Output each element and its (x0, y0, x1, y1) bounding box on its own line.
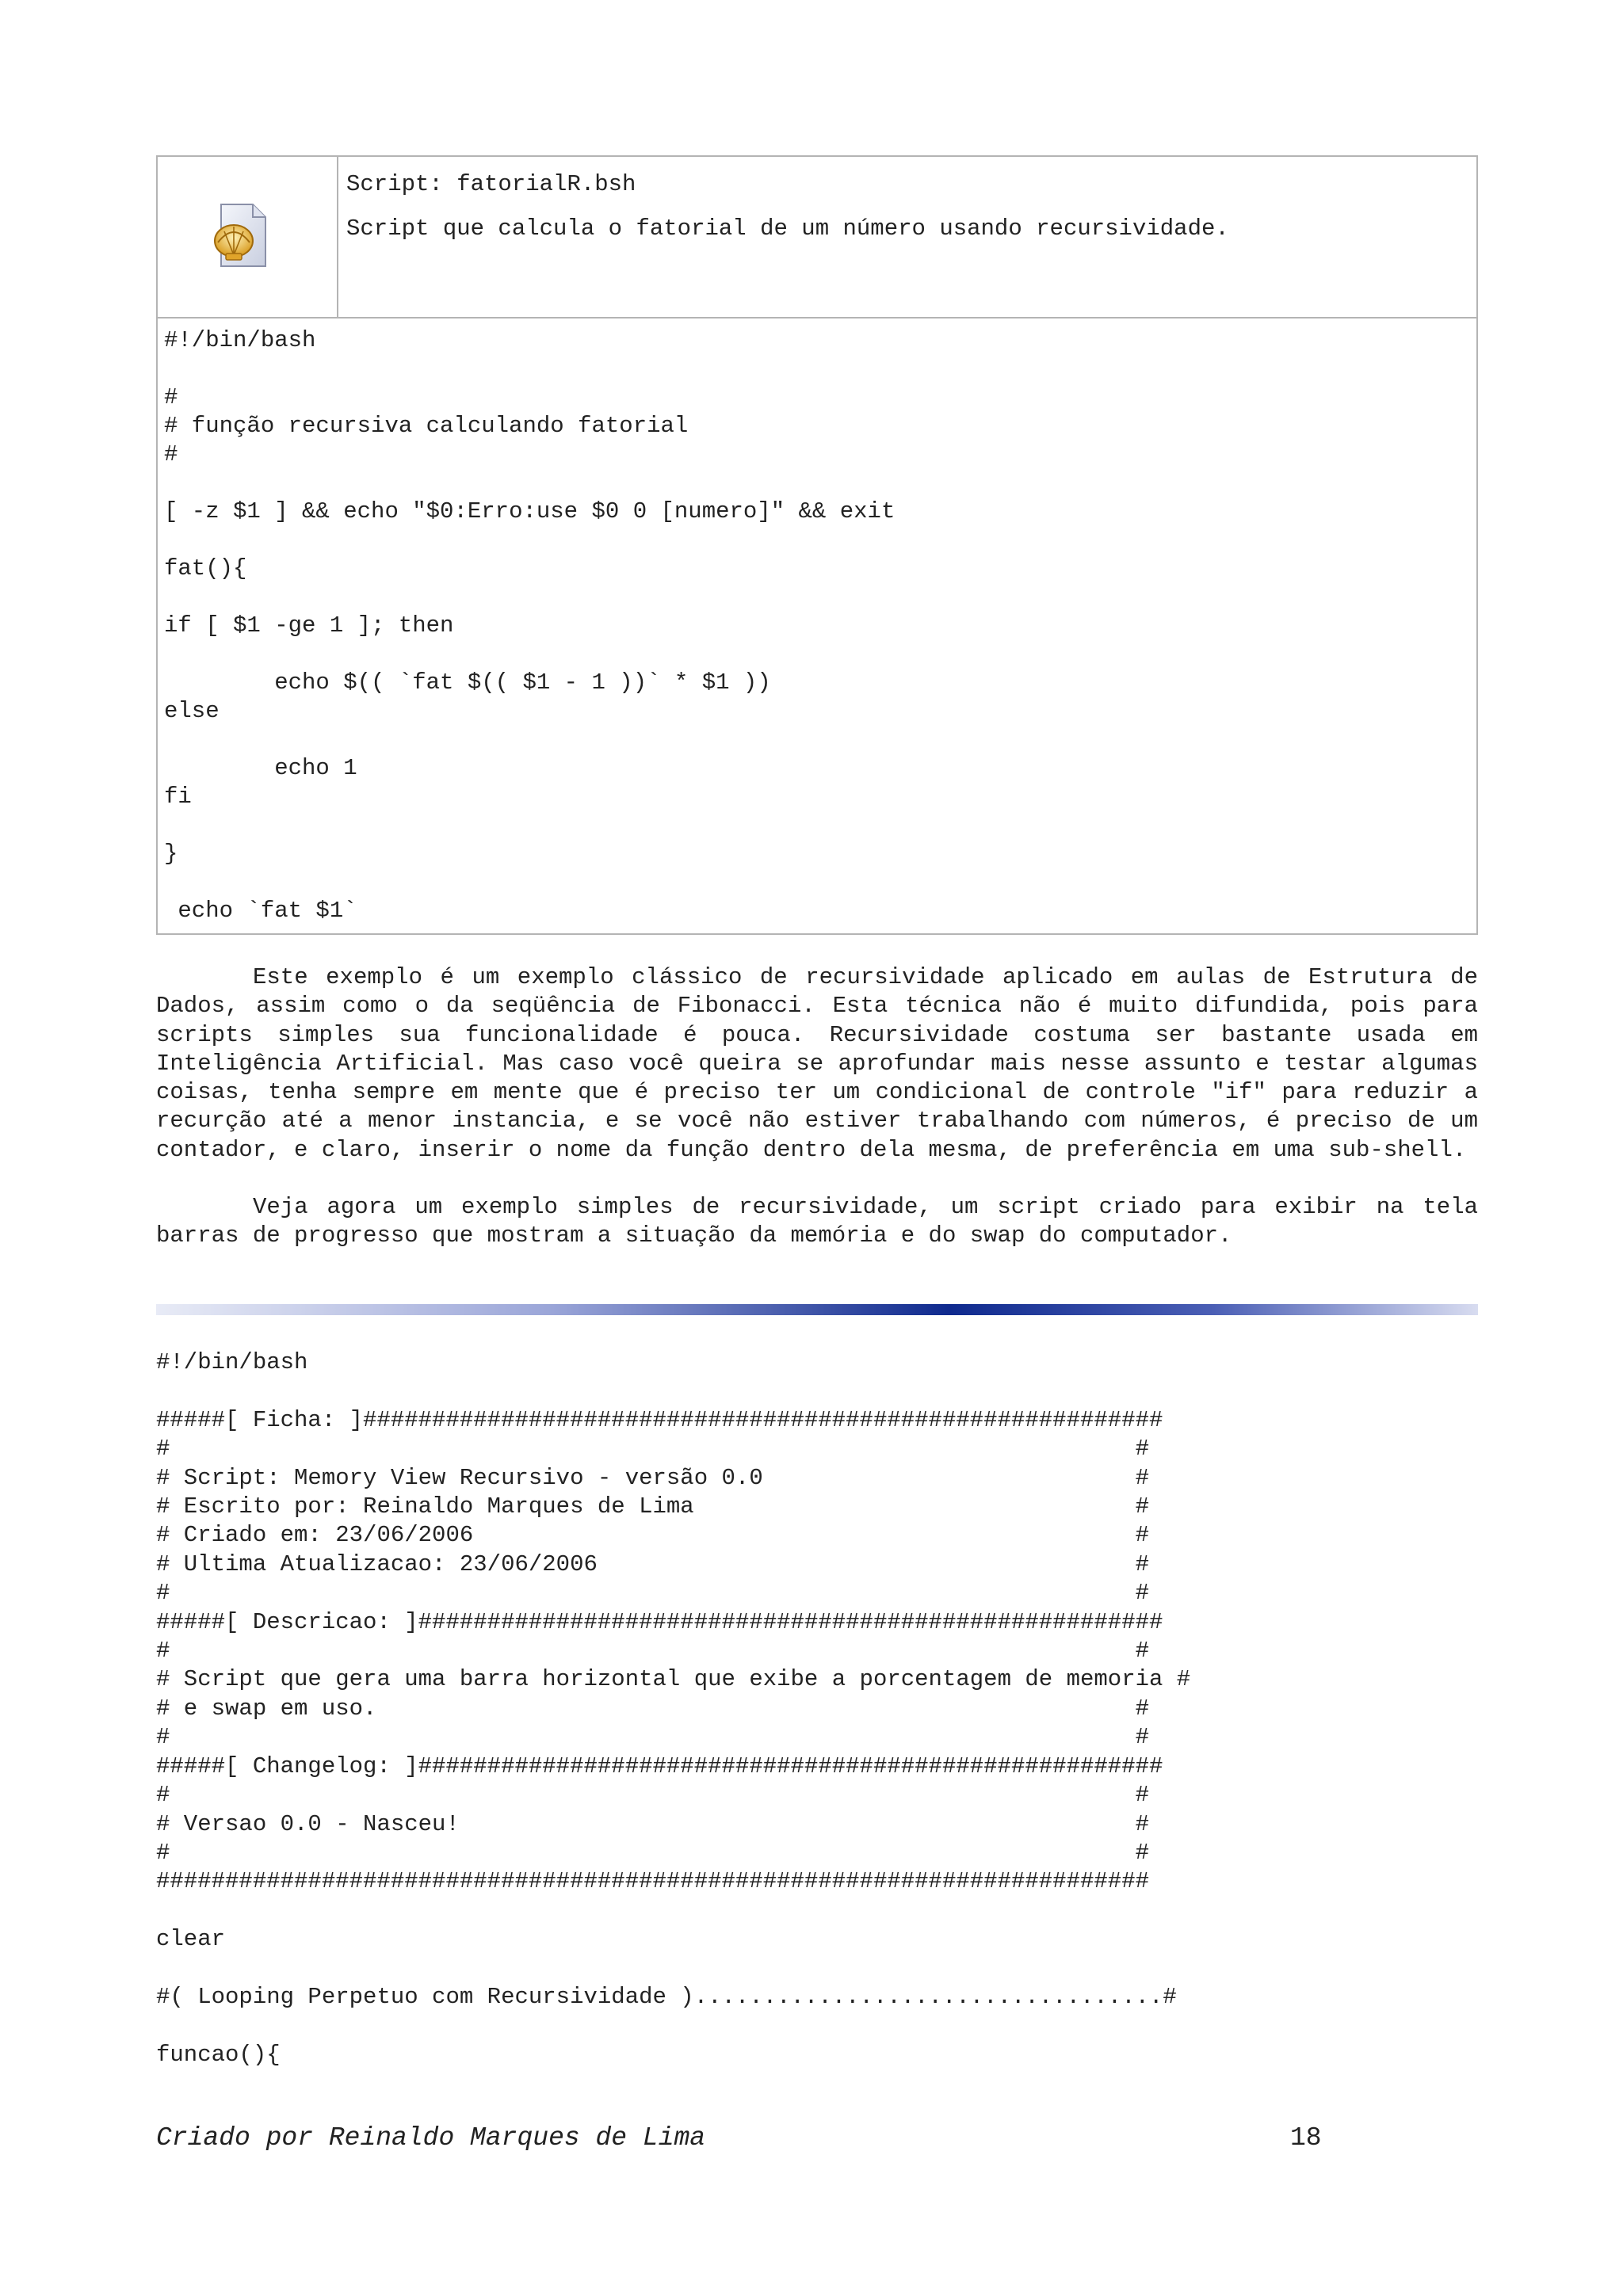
memory-view-code-block: #!/bin/bash #####[ Ficha: ]########################################################## # # # Script: Memory View Recursivo - versão 0.0 # # Escrito por: Reinaldo Marques de Lima # # Criado em: 23/06/2006 # # Ultima Atualizacao: 23/06/2006 # # # #####[ Descricao: ]###################################################### # # # Script que gera uma barra horizontal que exibe a porcentagem de memoria # # e swap em uso. # # # #####[ Changelog: ]###################################################### # # # Versao 0.0 - Nasceu! # # # ######################################################################## clear #( Looping Perpetuo com Recursividade )..................................# funcao(){ (156, 1349, 1191, 2068)
section-separator (156, 1304, 1478, 1315)
body-paragraph-2: Veja agora um exemplo simples de recursividade, um script criado para exibir na tela barras de progresso que mostram a situação da memória e do swap do computador. (156, 1194, 1478, 1249)
script-header (158, 157, 1476, 318)
script-icon-cell (158, 157, 338, 317)
script-description: Script que calcula o fatorial de um número usando recursividade. (346, 215, 1229, 242)
script-file-shell-icon (207, 201, 270, 269)
script-code-block: #!/bin/bash # # função recursiva calculando fatorial # [ -z $1 ] && echo "$0:Erro:use $0 0 [numero]" && exit fat(){ if [ $1 -ge 1 ]; then echo $(( `fat $(( $1 - 1 ))` * $1 )) else echo 1 fi } echo `fat $1` (164, 327, 896, 924)
footer-author: Criado por Reinaldo Marques de Lima (156, 2123, 706, 2153)
body-paragraph-1: Este exemplo é um exemplo clássico de recursividade aplicado em aulas de Estrutura de Dados, assim como o da seqüência de Fibonacci. Esta técnica não é muito difundida, pois para scripts simples sua funcionalidade é pouca. Recursividade costuma ser bastante usada em Inteligência Artificial. Mas caso você queira se aprofundar mais nesse assunto e testar algumas coisas, tenha sempre em mente que é preciso ter um condicional de controle "if" para reduzir a recurção até a menor instancia, e se você não estiver trabalhando com números, é preciso de um contador, e claro, inserir o nome da função dentro dela mesma, de preferência em uma sub-shell. (156, 964, 1478, 1163)
script-name: Script: fatorialR.bsh (346, 171, 636, 197)
page-number: 18 (1290, 2123, 1322, 2153)
script-box (156, 155, 1478, 935)
